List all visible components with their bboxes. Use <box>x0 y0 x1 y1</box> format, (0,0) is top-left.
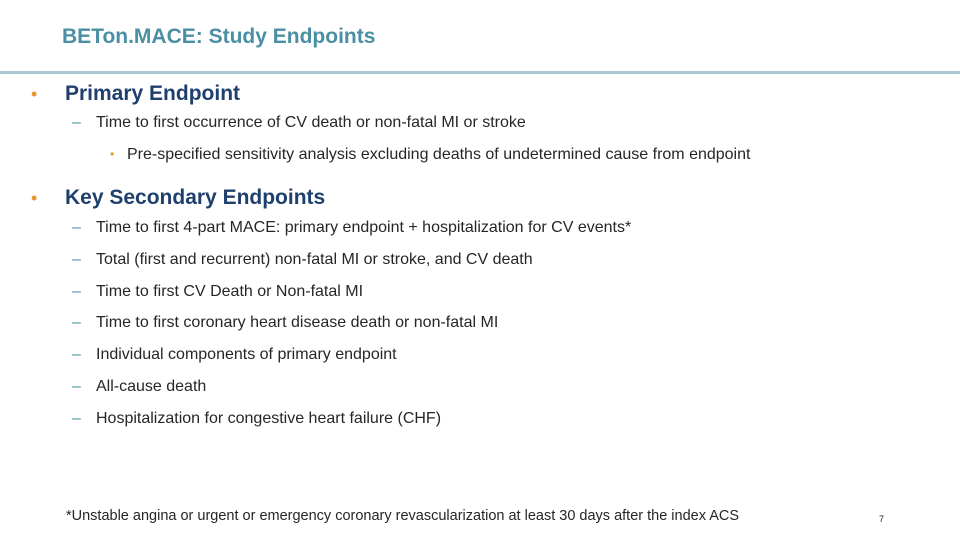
dash-icon: – <box>72 410 81 427</box>
section-heading: Key Secondary Endpoints <box>65 186 326 209</box>
dash-icon: – <box>72 251 81 268</box>
title-divider <box>0 71 960 74</box>
bullet-icon: • <box>31 188 38 208</box>
dash-icon: – <box>72 114 81 131</box>
list-item-text: All-cause death <box>96 378 207 395</box>
bullet-icon: • <box>31 84 38 104</box>
dash-icon: – <box>72 283 81 300</box>
list-item-text: Time to first coronary heart disease death or non-fatal MI <box>96 314 499 331</box>
list-item-text: Hospitalization for congestive heart failure (CHF) <box>96 410 442 427</box>
list-item-text: Individual components of primary endpoint <box>96 346 397 363</box>
sub-list-item-text: Pre-specified sensitivity analysis excluding deaths of undetermined cause from endpoint <box>127 146 751 163</box>
dash-icon: – <box>72 314 81 331</box>
slide-title: BETon.MACE: Study Endpoints <box>62 25 376 48</box>
list-item-text: Time to first CV Death or Non-fatal MI <box>96 283 364 300</box>
dash-icon: – <box>72 346 81 363</box>
list-item-text: Time to first occurrence of CV death or non-fatal MI or stroke <box>96 114 526 131</box>
small-bullet-icon: • <box>110 147 115 161</box>
dash-icon: – <box>72 219 81 236</box>
list-item-text: Time to first 4-part MACE: primary endpoint + hospitalization for CV events* <box>96 219 632 236</box>
list-item-text: Total (first and recurrent) non-fatal MI or stroke, and CV death <box>96 251 533 268</box>
dash-icon: – <box>72 378 81 395</box>
section-heading: Primary Endpoint <box>65 82 241 105</box>
footnote: *Unstable angina or urgent or emergency coronary revascularization at least 30 days after the index ACS <box>66 508 740 524</box>
page-number: 7 <box>879 514 885 524</box>
